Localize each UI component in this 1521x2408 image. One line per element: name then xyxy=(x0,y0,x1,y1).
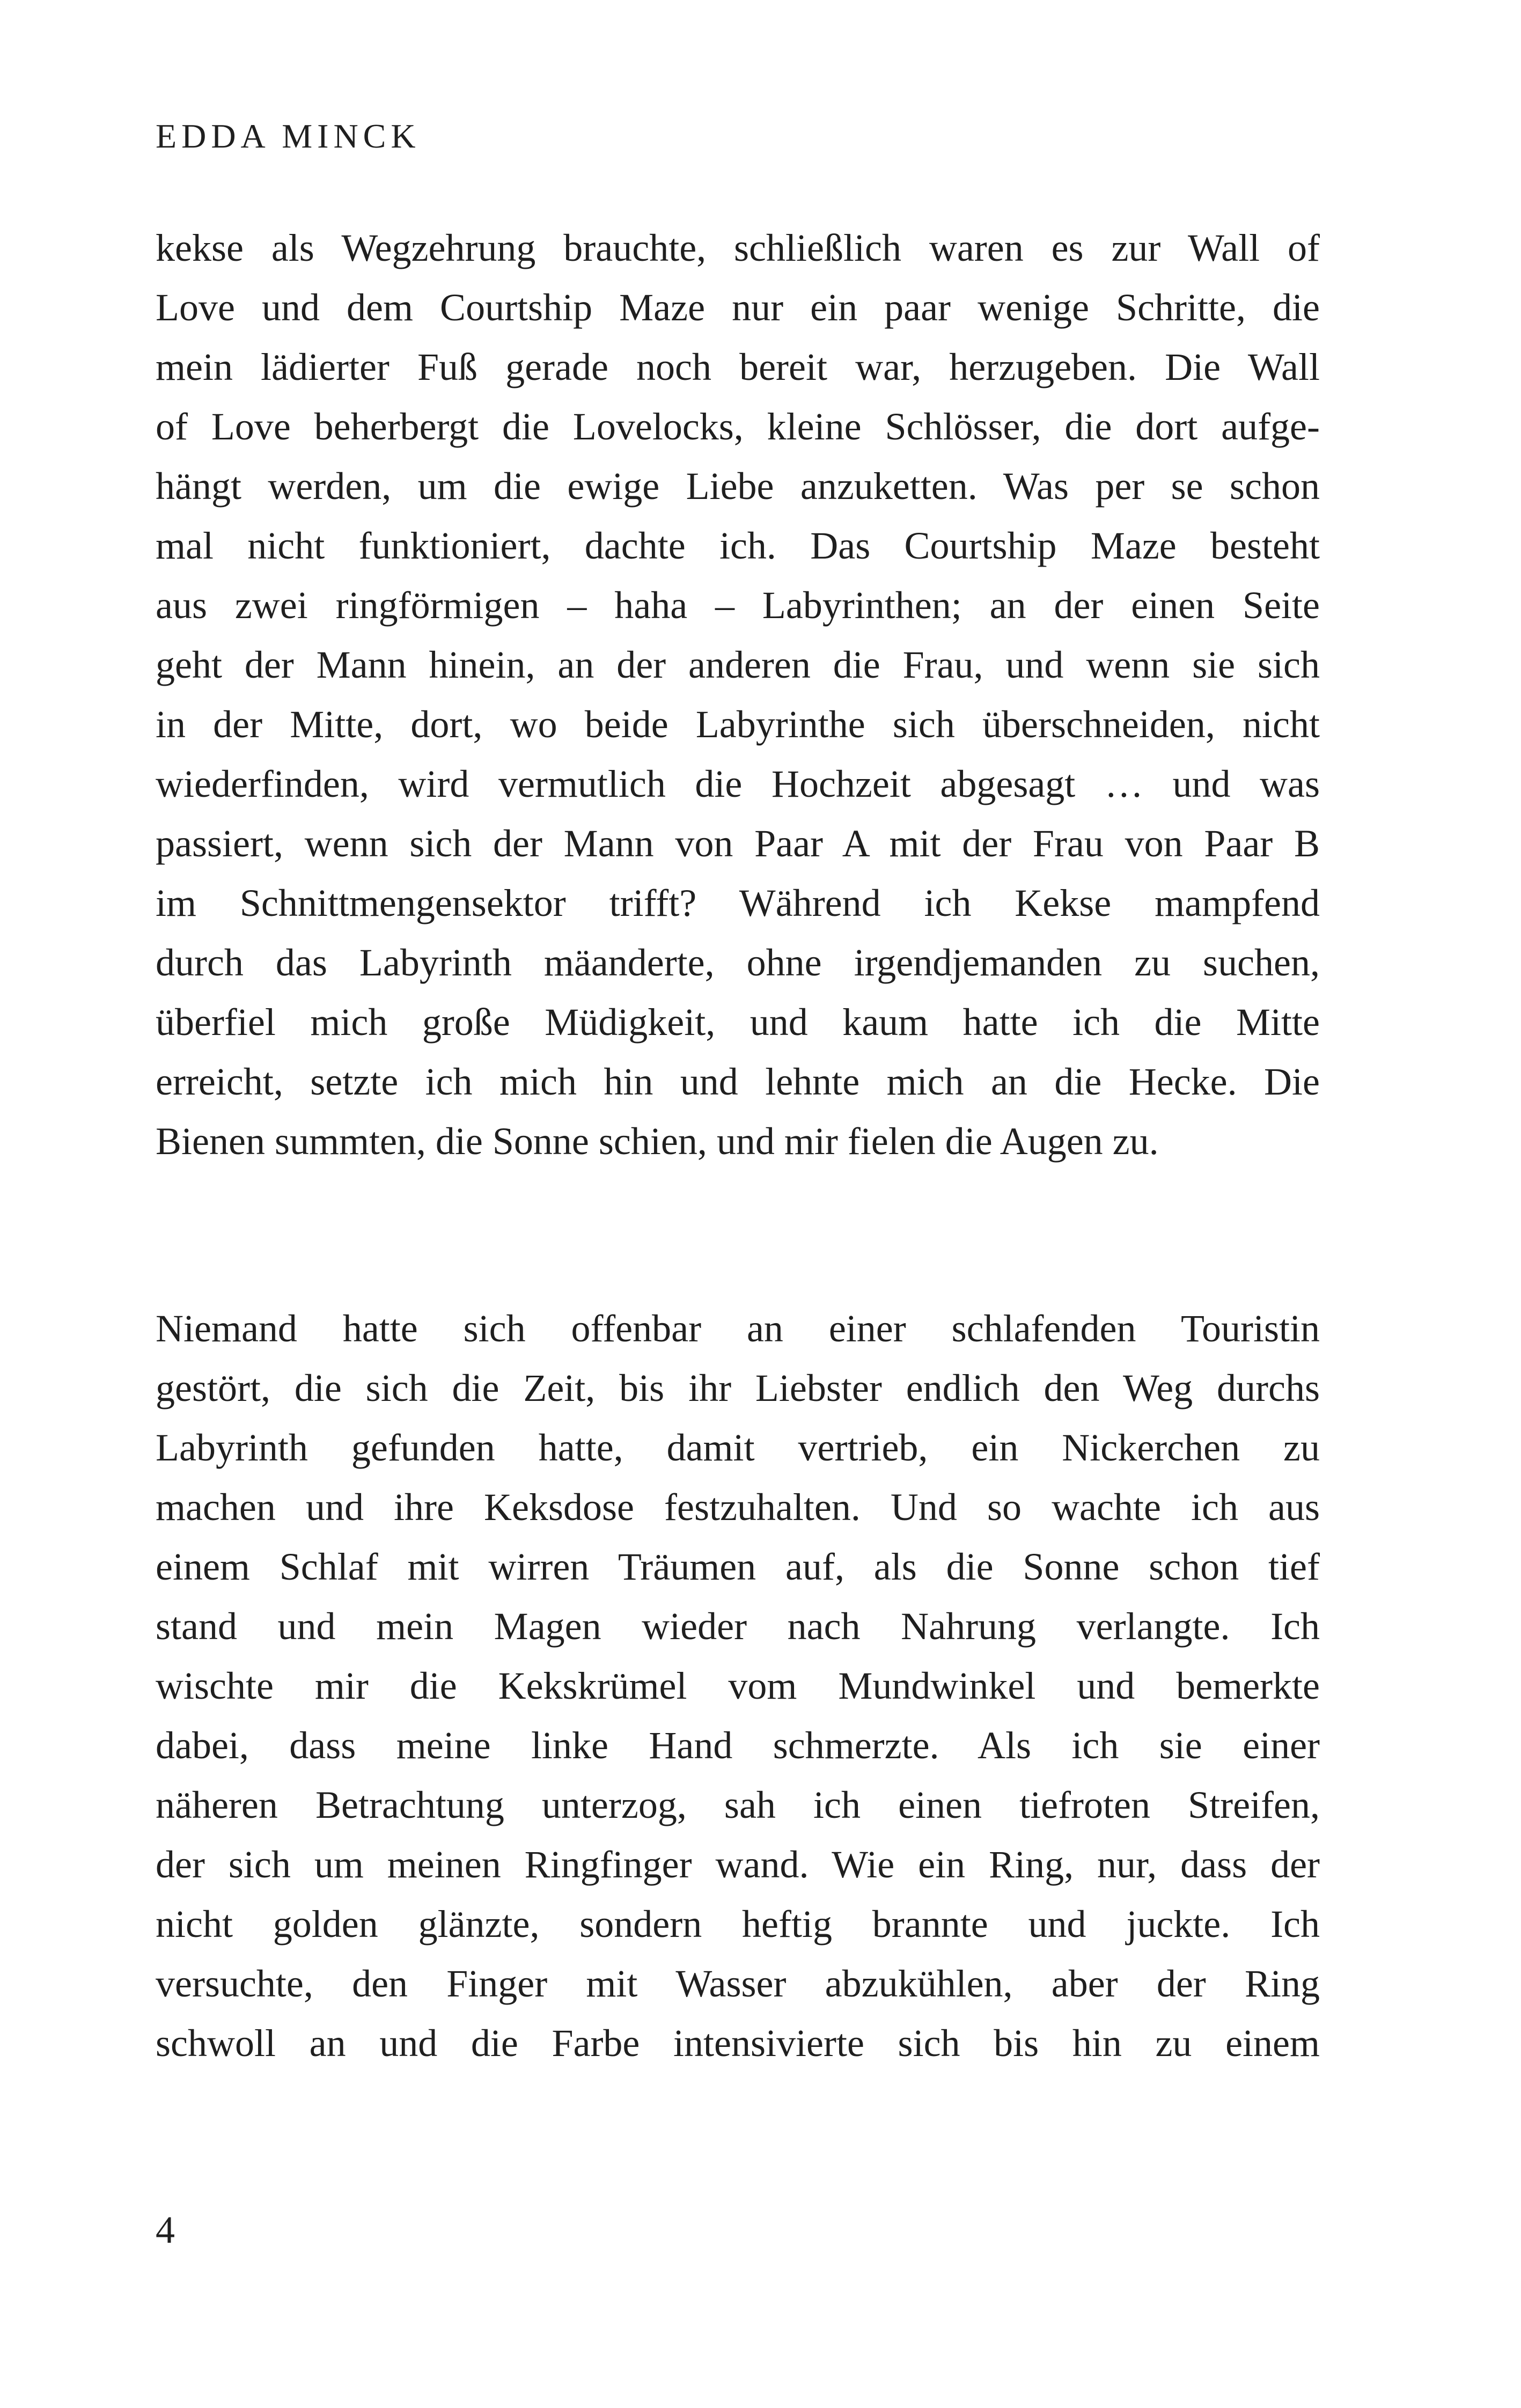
text-line: versuchte, den Finger mit Wasser abzukühlen, aber der Ring xyxy=(156,1962,1320,2005)
text-line: kekse als Wegzehrung brauchte, schließlich waren es zur Wall of xyxy=(156,226,1320,269)
text-line: schwoll an und die Farbe intensivierte sich bis hin zu einem xyxy=(156,2022,1320,2065)
text-line: stand und mein Magen wieder nach Nahrung verlangte. Ich xyxy=(156,1605,1320,1648)
text-line: gestört, die sich die Zeit, bis ihr Liebster endlich den Weg durchs xyxy=(156,1367,1320,1409)
text-line: der sich um meinen Ringfinger wand. Wie ein Ring, nur, dass der xyxy=(156,1843,1320,1886)
text-line: nicht golden glänzte, sondern heftig brannte und juckte. Ich xyxy=(156,1903,1320,1946)
text-line: wischte mir die Kekskrümel vom Mundwinkel und bemerkte xyxy=(156,1664,1320,1707)
text-line: mal nicht funktioniert, dachte ich. Das Courtship Maze besteht xyxy=(156,524,1320,567)
text-line: wiederfinden, wird vermutlich die Hochzeit abgesagt … und was xyxy=(156,762,1320,805)
text-line: passiert, wenn sich der Mann von Paar A mit der Frau von Paar B xyxy=(156,822,1320,865)
text-line: mein lädierter Fuß gerade noch bereit war, herzugeben. Die Wall xyxy=(156,346,1320,388)
text-line: Niemand hatte sich offenbar an einer schlafenden Touristin xyxy=(156,1307,1320,1350)
text-line: in der Mitte, dort, wo beide Labyrinthe sich überschneiden, nicht xyxy=(156,703,1320,746)
text-line: näheren Betrachtung unterzog, sah ich einen tiefroten Streifen, xyxy=(156,1783,1320,1826)
text-line: Love und dem Courtship Maze nur ein paar wenige Schritte, die xyxy=(156,286,1320,329)
text-line: durch das Labyrinth mäanderte, ohne irgendjemanden zu suchen, xyxy=(156,941,1320,984)
body-paragraph-1 xyxy=(156,218,1320,1171)
text-line: einem Schlaf mit wirren Träumen auf, als die Sonne schon tief xyxy=(156,1545,1320,1588)
running-head-author: EDDA MINCK xyxy=(156,117,421,155)
text-line: geht der Mann hinein, an der anderen die Frau, und wenn sie sich xyxy=(156,643,1320,686)
text-line: aus zwei ringförmigen – haha – Labyrinthen; an der einen Seite xyxy=(156,584,1320,627)
text-line: überfiel mich große Müdigkeit, und kaum hatte ich die Mitte xyxy=(156,1001,1320,1044)
text-line: erreicht, setzte ich mich hin und lehnte mich an die Hecke. Die xyxy=(156,1060,1320,1103)
body-paragraph-2 xyxy=(156,1299,1320,2073)
text-line: im Schnittmengensektor trifft? Während ich Kekse mampfend xyxy=(156,882,1320,924)
text-line: hängt werden, um die ewige Liebe anzuketten. Was per se schon xyxy=(156,465,1320,508)
page-number: 4 xyxy=(156,2208,175,2251)
text-line: of Love beherbergt die Lovelocks, kleine Schlösser, die dort aufge- xyxy=(156,405,1320,448)
text-line: Labyrinth gefunden hatte, damit vertrieb, ein Nickerchen zu xyxy=(156,1426,1320,1469)
text-line: dabei, dass meine linke Hand schmerzte. Als ich sie einer xyxy=(156,1724,1320,1767)
text-line: machen und ihre Keksdose festzuhalten. Und so wachte ich aus xyxy=(156,1486,1320,1529)
text-line: Bienen summten, die Sonne schien, und mir fielen die Augen zu. xyxy=(156,1120,1159,1163)
